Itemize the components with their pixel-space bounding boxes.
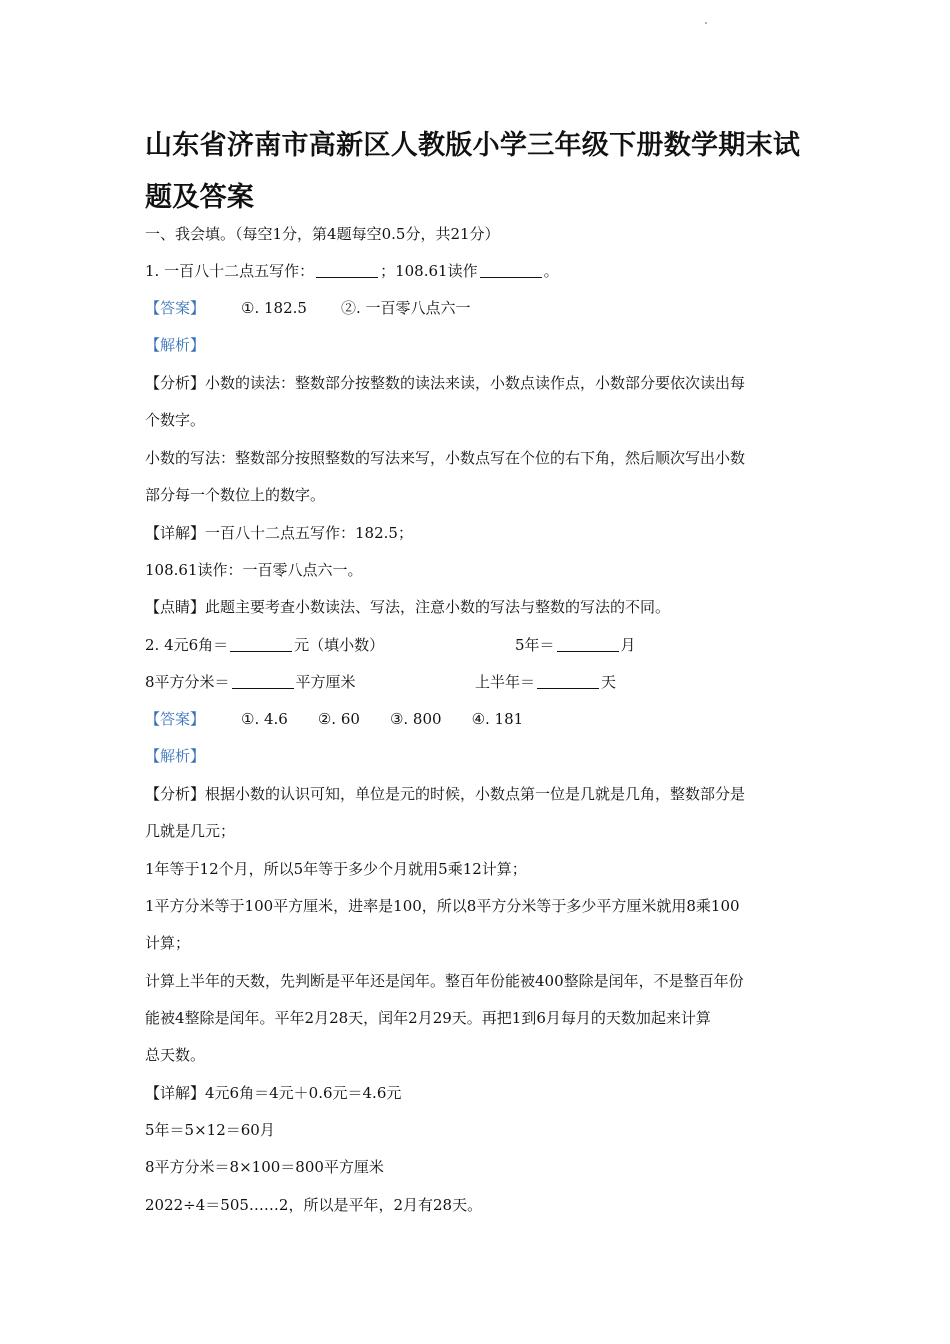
q1-fenxi-3: 小数的写法：整数部分按照整数的写法来写，小数点写在个位的右下角，然后顺次写出小数 [145,449,746,467]
page-marker-dot [705,22,707,24]
q2-xiangjie-2: 5年＝5×12＝60月 [145,1121,275,1139]
q1-xiangjie-2: 108.61读作：一百零八点六一。 [145,561,363,579]
q2-a-prefix: 2. 4元6角＝ [145,636,229,654]
q1-fenxi-text: 小数的读法：整数部分按整数的读法来读，小数点读作点，小数部分要依次读出每 [205,374,746,392]
q2-fenxi-4: 1平方分米等于100平方厘米，进率是100，所以8平方分米等于多少平方厘米就用8乘100 [145,897,740,915]
q1-dianjing [145,597,670,617]
q1-xiangjie-1 [145,523,413,543]
question-2-row-1 [145,635,825,655]
q2-c-suffix: 平方厘米 [295,673,356,691]
q1-fenxi-1 [145,373,745,393]
q1-blank-1 [316,263,378,278]
q2-xiangjie-1 [145,1083,401,1103]
q2-fenxi-7: 能被4整除是闰年。平年2月28天，闰年2月29天。再把1到6月每月的天数加起来计算 [145,1009,711,1027]
q2-item-c [145,672,356,692]
fenxi-tag: 【分析】 [145,785,206,803]
q2-answer-4: ④. 181 [471,710,524,728]
q2-answer-1: ①. 4.6 [241,710,288,728]
analysis-tag: 【解析】 [145,336,206,354]
q1-fenxi-2: 个数字。 [145,411,206,429]
section-heading: 一、我会填。（每空1分，第4题每空0.5分，共21分） [145,225,500,243]
q2-fenxi-2: 几就是几元； [145,822,236,840]
q1-answer-2: ②. 一百零八点六一 [340,299,471,317]
q2-blank-a [230,637,292,652]
q2-fenxi-text: 根据小数的认识可知，单位是元的时候，小数点第一位是几就是几角，整数部分是 [205,785,746,803]
q2-fenxi-8: 总天数。 [145,1046,206,1064]
q2-xiangjie-4: 2022÷4＝505……2，所以是平年，2月有28天。 [145,1196,483,1214]
q2-d-suffix: 天 [601,673,617,691]
q1-middle: ；108.61读作 [380,262,478,280]
q1-answer-line [145,298,471,318]
q1-answer-1: ①. 182.5 [241,299,307,317]
q2-item-a [145,635,384,655]
xiangjie-tag: 【详解】 [145,524,206,542]
q2-fenxi-5: 计算； [145,934,191,952]
q1-prefix: 1. 一百八十二点五写作： [145,262,315,280]
analysis-tag: 【解析】 [145,747,206,765]
q2-answer-3: ③. 800 [389,710,442,728]
page-title: 山东省济南市高新区人教版小学三年级下册数学期末试题及答案 [145,130,801,213]
q2-answer-line [145,709,523,729]
q2-c-prefix: 8平方分米＝ [145,673,230,691]
q2-blank-c [232,674,294,689]
q2-b-suffix: 月 [620,636,636,654]
answer-tag: 【答案】 [145,710,206,728]
question-1 [145,261,559,281]
question-2-row-2 [145,672,825,692]
answer-tag: 【答案】 [145,299,206,317]
dianjing-tag: 【点睛】 [145,598,206,616]
q2-item-b [515,635,636,655]
q2-item-d [475,672,616,692]
q1-blank-2 [480,263,542,278]
q2-blank-b [557,637,619,652]
q1-xiangjie-text: 一百八十二点五写作：182.5； [205,524,413,542]
q2-fenxi-3: 1年等于12个月，所以5年等于多少个月就用5乘12计算； [145,860,527,878]
q2-fenxi-1 [145,784,745,804]
q1-fenxi-4: 部分每一个数位上的数字。 [145,486,326,504]
fenxi-tag: 【分析】 [145,374,206,392]
q2-d-prefix: 上半年＝ [475,673,536,691]
xiangjie-tag: 【详解】 [145,1084,206,1102]
q1-dianjing-text: 此题主要考查小数读法、写法，注意小数的写法与整数的写法的不同。 [205,598,671,616]
q2-xiangjie-3: 8平方分米＝8×100＝800平方厘米 [145,1158,384,1176]
q2-a-suffix: 元（填小数） [294,636,385,654]
q2-b-prefix: 5年＝ [515,636,555,654]
q2-blank-d [537,674,599,689]
q2-xiangjie-text: 4元6角＝4元＋0.6元＝4.6元 [205,1084,402,1102]
q2-answer-2: ②. 60 [317,710,360,728]
q2-fenxi-6: 计算上半年的天数，先判断是平年还是闰年。整百年份能被400整除是闰年，不是整百年份 [145,972,744,990]
q1-suffix: 。 [543,262,559,280]
